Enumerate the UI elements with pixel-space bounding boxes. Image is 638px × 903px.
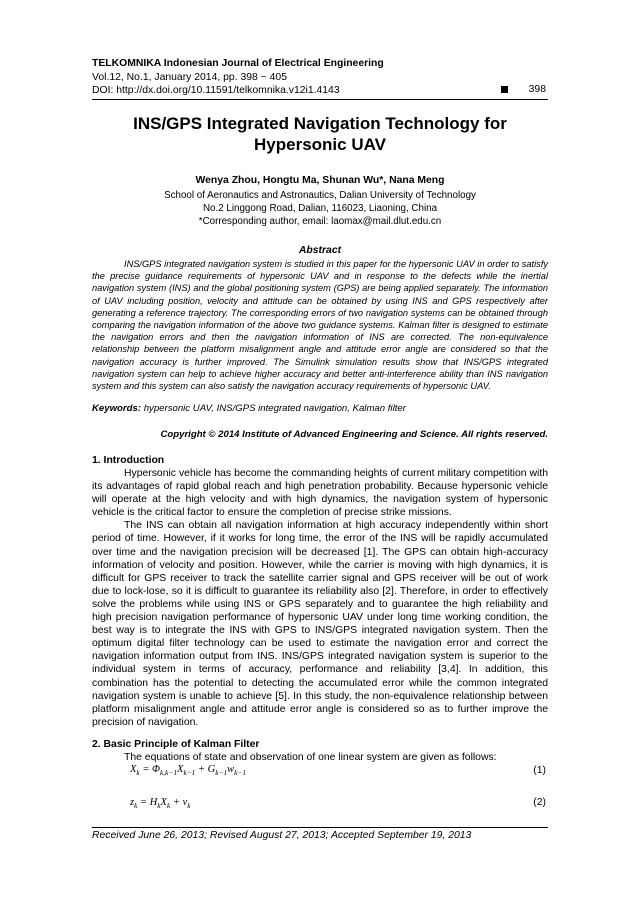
keywords-label: Keywords: xyxy=(92,403,142,414)
equation-1-number: (1) xyxy=(533,765,546,776)
header-divider xyxy=(92,99,548,100)
affiliation-1: School of Aeronautics and Astronautics, Dalian University of Technology xyxy=(164,190,476,201)
equation-1: $X_k = \Phi_{k,k-1}X_{k-1} + G_{k-1}w_{k-1}$ xyxy=(130,764,247,778)
section-2-intro: The equations of state and observation of one linear system are given as follows: xyxy=(124,752,497,763)
equation-2-number: (2) xyxy=(533,797,546,808)
journal-doi: DOI: http://dx.doi.org/10.11591/telkomnika.v12i1.4143 xyxy=(92,85,340,96)
section-1-heading: 1. Introduction xyxy=(92,455,165,466)
page-number: 398 xyxy=(528,84,546,95)
received-dates: Received June 26, 2013; Revised August 27, 2013; Accepted September 19, 2013 xyxy=(92,830,472,841)
journal-issue: Vol.12, No.1, January 2014, pp. 398 ~ 405 xyxy=(92,72,287,83)
paper-title: INS/GPS Integrated Navigation Technology for Hypersonic UAV xyxy=(133,114,507,154)
paper-authors: Wenya Zhou, Hongtu Ma, Shunan Wu*, Nana Meng xyxy=(195,175,445,186)
journal-name: TELKOMNIKA Indonesian Journal of Electrical Engineering xyxy=(92,58,384,69)
section-1-body xyxy=(92,467,548,729)
abstract-text: INS/GPS integrated navigation system is studied in this paper for the hypersonic UAV in order to satisfy the precise guidance requirements of hypersonic UAV and in response to the defects while the inertial navigation system (INS) and the global positioning system (GPS) are being applied separately. The information of UAV including position, velocity and attitude can be obtained by using INS and GPS respectively after generating a reference trajectory. The corresponding errors of two navigation systems can be obtained through comparing the navigation information of the above two guidance systems. Kalman filter is designed to estimate the navigation errors and then the navigation information of INS are corrected. The non-equivalence relationship between the platform misalignment angle and attitude error angle are considered so that the navigation accuracy is further improved. The Simulink simulation results show that INS/GPS integrated navigation system can help to achieve higher accuracy and better anti-interference ability than INS navigation system and this system can also satisfy the navigation accuracy requirements of hypersonic UAV. xyxy=(92,259,548,392)
section-1-paragraph-2: The INS can obtain all navigation information at high accuracy independently within short period of time. However, if it works for long time, the error of the INS will be rapidly accumulated over time and the navigation precision will be decreased [1]. The GPS can obtain high-accuracy information of velocity and position. However, while the carrier is moving with high dynamics, it is difficult for GPS receiver to track the satellite carrier signal and GPS receiver will be out of work due to lock-lose, so it is difficult to guarantee its reliability also [2]. Therefore, in order to effectively solve the problems while using INS or GPS separately and to guarantee the high reliability and high precision navigation performance of hypersonic UAV under long time working condition, the best way is to integrate the INS with GPS to INS/GPS integrated navigation system. Then the optimum digital filter technology can be used to estimate the navigation error and correct the navigation information output from INS. INS/GPS integrated navigation system is superior to the individual system in terms of accuracy, performance and reliability [3,4]. In addition, this combination has the potential to detecting the accumulated error while the common integrated navigation system is unable to achieve [5]. In this study, the non-equivalence relationship between platform misalignment angle and attitude error angle is considered so as to further improve the precision of navigation. xyxy=(92,520,548,728)
bullet-icon xyxy=(501,86,508,93)
abstract-heading: Abstract xyxy=(298,245,342,256)
affiliation-3: *Corresponding author, email: laomax@mail.dlut.edu.cn xyxy=(198,216,442,227)
affiliation-2: No.2 Linggong Road, Dalian, 116023, Liaoning, China xyxy=(202,203,438,214)
section-1-paragraph-1: Hypersonic vehicle has become the commanding heights of current military competition with its advantages of rapid global reach and high penetration probability. Because hypersonic vehicle will operate at the high velocity and with high dynamics, the navigation system of hypersonic vehicle is the critical factor to ensure the completion of precise strike missions. xyxy=(92,468,548,519)
keywords-text: hypersonic UAV, INS/GPS integrated navigation, Kalman filter xyxy=(141,403,406,414)
footer-divider xyxy=(92,827,548,828)
keywords xyxy=(92,403,548,414)
section-2-heading: 2. Basic Principle of Kalman Filter xyxy=(92,739,260,750)
copyright-notice: Copyright © 2014 Institute of Advanced Engineering and Science. All rights reserved. xyxy=(160,429,548,440)
equation-2: $z_k = H_kX_k + v_k$ xyxy=(130,797,191,811)
